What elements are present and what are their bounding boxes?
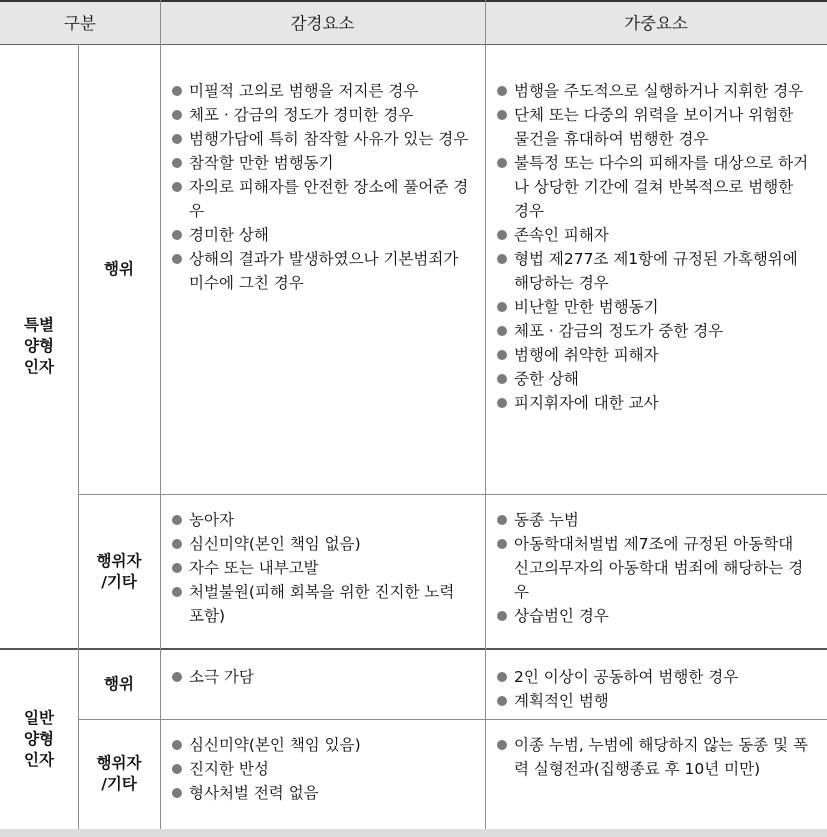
list-item bbox=[172, 247, 474, 295]
list-item-text: 범행을 주도적으로 실행하거나 지휘한 경우 bbox=[514, 82, 804, 100]
list-item bbox=[497, 79, 811, 103]
header-divider bbox=[0, 44, 827, 45]
list-item bbox=[172, 175, 474, 223]
bullet-icon bbox=[497, 350, 507, 360]
list-item-text: 비난할 만한 범행동기 bbox=[514, 298, 659, 316]
mitigating-list bbox=[172, 508, 474, 628]
bullet-icon bbox=[172, 740, 182, 750]
list-item bbox=[497, 689, 811, 713]
list-item-text: 피지휘자에 대한 교사 bbox=[514, 394, 659, 412]
bullet-icon bbox=[497, 740, 507, 750]
list-item-text: 범행에 취약한 피해자 bbox=[514, 346, 659, 364]
mitigating-list bbox=[172, 79, 474, 295]
sub-label-actor-special-text: 행위자 /기타 bbox=[96, 551, 142, 591]
list-item bbox=[497, 532, 811, 604]
bullet-icon bbox=[497, 696, 507, 706]
bullet-icon bbox=[497, 539, 507, 549]
list-item-text: 존속인 피해자 bbox=[514, 226, 609, 244]
list-item bbox=[497, 103, 811, 151]
aggravating-list bbox=[497, 79, 811, 415]
list-item bbox=[172, 508, 474, 532]
list-item-text: 형사처벌 전력 없음 bbox=[189, 784, 319, 802]
list-item bbox=[497, 508, 811, 532]
list-item bbox=[172, 532, 474, 556]
mitigating-list bbox=[172, 733, 474, 805]
list-item bbox=[497, 733, 811, 781]
list-item bbox=[497, 604, 811, 628]
list-item bbox=[497, 343, 811, 367]
list-item bbox=[497, 665, 811, 689]
sub-label-actor-general bbox=[78, 719, 160, 829]
list-item-text: 상해의 결과가 발생하였으나 기본범죄가 미수에 그친 경우 bbox=[189, 250, 459, 292]
list-item-text: 심신미약(본인 책임 있음) bbox=[189, 736, 361, 754]
list-item bbox=[497, 223, 811, 247]
bullet-icon bbox=[497, 672, 507, 682]
bullet-icon bbox=[172, 86, 182, 96]
list-item bbox=[172, 223, 474, 247]
bullet-icon bbox=[497, 110, 507, 120]
list-item-text: 이종 누범, 누범에 해당하지 않는 동종 및 폭력 실형전과(집행종료 후 10년 미만) bbox=[514, 736, 808, 778]
sub-label-actor-special bbox=[78, 494, 160, 649]
column-divider bbox=[160, 0, 161, 829]
aggravating-list bbox=[497, 508, 811, 628]
list-item bbox=[172, 665, 474, 689]
bullet-icon bbox=[497, 326, 507, 336]
list-item-text: 체포 · 감금의 정도가 중한 경우 bbox=[514, 322, 724, 340]
list-item-text: 처벌불원(피해 회복을 위한 진지한 노력 포함) bbox=[189, 583, 455, 625]
list-item bbox=[497, 319, 811, 343]
list-item bbox=[172, 781, 474, 805]
list-item-text: 참작할 만한 범행동기 bbox=[189, 154, 334, 172]
list-item-text: 단체 또는 다중의 위력을 보이거나 위험한 물건을 휴대하여 범행한 경우 bbox=[514, 106, 794, 148]
bullet-icon bbox=[172, 254, 182, 264]
aggravating-list bbox=[497, 665, 811, 713]
list-item-text: 불특정 또는 다수의 피해자를 대상으로 하거나 상당한 기간에 걸쳐 반복적으로 범행한 경우 bbox=[514, 154, 809, 220]
bullet-icon bbox=[497, 374, 507, 384]
list-item-text: 2인 이상이 공동하여 범행한 경우 bbox=[514, 668, 739, 686]
bullet-icon bbox=[172, 563, 182, 573]
section-divider bbox=[0, 648, 827, 650]
header-group-label: 구분 bbox=[64, 14, 96, 33]
list-item-text: 아동학대처벌법 제7조에 규정된 아동학대 신고의무자의 아동학대 범죄에 해당하는 경우 bbox=[514, 535, 804, 601]
list-item-text: 범행가담에 특히 참작할 사유가 있는 경우 bbox=[189, 130, 469, 148]
header-aggravating bbox=[485, 0, 827, 44]
list-item-text: 계획적인 범행 bbox=[514, 692, 609, 710]
bullet-icon bbox=[497, 254, 507, 264]
list-item bbox=[497, 295, 811, 319]
bullet-icon bbox=[172, 587, 182, 597]
list-item-text: 동종 누범 bbox=[514, 511, 579, 529]
bullet-icon bbox=[172, 158, 182, 168]
sub-label-actor-general-text: 행위자 /기타 bbox=[96, 754, 142, 793]
list-item-text: 자의로 피해자를 안전한 장소에 풀어준 경우 bbox=[189, 178, 469, 220]
list-item bbox=[172, 79, 474, 103]
list-item-text: 중한 상해 bbox=[514, 370, 579, 388]
column-divider bbox=[78, 44, 79, 829]
header-aggravating-label: 가중요소 bbox=[624, 14, 688, 33]
list-item bbox=[172, 733, 474, 757]
list-item bbox=[172, 757, 474, 781]
sub-label-act-special-text: 행위 bbox=[104, 259, 134, 278]
page-bottom-band bbox=[0, 829, 827, 837]
sub-label-act-special bbox=[78, 44, 160, 494]
bullet-icon bbox=[172, 110, 182, 120]
bullet-icon bbox=[497, 86, 507, 96]
bullet-icon bbox=[172, 230, 182, 240]
list-item bbox=[172, 103, 474, 127]
list-item-text: 자수 또는 내부고발 bbox=[189, 559, 319, 577]
list-item-text: 미필적 고의로 범행을 저지른 경우 bbox=[189, 82, 419, 100]
list-item bbox=[497, 391, 811, 415]
row-divider bbox=[78, 719, 827, 720]
list-item-text: 진지한 반성 bbox=[189, 760, 269, 778]
list-item-text: 농아자 bbox=[189, 511, 234, 529]
list-item-text: 체포 · 감금의 정도가 경미한 경우 bbox=[189, 106, 414, 124]
bullet-icon bbox=[497, 611, 507, 621]
list-item bbox=[497, 151, 811, 223]
list-item-text: 소극 가담 bbox=[189, 668, 254, 686]
list-item bbox=[497, 247, 811, 295]
bullet-icon bbox=[497, 515, 507, 525]
bullet-icon bbox=[497, 230, 507, 240]
list-item-text: 경미한 상해 bbox=[189, 226, 269, 244]
bullet-icon bbox=[497, 158, 507, 168]
section-label-general-text: 일반 양형 인자 bbox=[24, 708, 54, 769]
bullet-icon bbox=[497, 398, 507, 408]
section-label-general bbox=[0, 649, 78, 829]
section-label-special-text: 특별 양형 인자 bbox=[24, 316, 54, 376]
bullet-icon bbox=[172, 539, 182, 549]
header-group bbox=[0, 0, 160, 44]
column-divider bbox=[485, 0, 486, 829]
list-item bbox=[172, 127, 474, 151]
list-item bbox=[172, 556, 474, 580]
list-item bbox=[172, 151, 474, 175]
header-mitigating-label: 감경요소 bbox=[290, 14, 355, 33]
list-item bbox=[497, 367, 811, 391]
bullet-icon bbox=[172, 672, 182, 682]
list-item-text: 형법 제277조 제1항에 규정된 가혹행위에 해당하는 경우 bbox=[514, 250, 798, 292]
list-item-text: 상습범인 경우 bbox=[514, 607, 609, 625]
header-mitigating bbox=[160, 0, 485, 44]
row-divider bbox=[78, 494, 827, 495]
bullet-icon bbox=[172, 788, 182, 798]
list-item-text: 심신미약(본인 책임 없음) bbox=[189, 535, 361, 553]
bullet-icon bbox=[172, 182, 182, 192]
sub-label-act-general-text: 행위 bbox=[104, 674, 134, 693]
list-item bbox=[172, 580, 474, 628]
mitigating-list bbox=[172, 665, 474, 689]
sub-label-act-general bbox=[78, 649, 160, 719]
aggravating-list bbox=[497, 733, 811, 781]
bullet-icon bbox=[172, 134, 182, 144]
bullet-icon bbox=[497, 302, 507, 312]
section-label-special bbox=[0, 44, 78, 649]
bullet-icon bbox=[172, 515, 182, 525]
bullet-icon bbox=[172, 764, 182, 774]
table-top-border bbox=[0, 0, 827, 2]
